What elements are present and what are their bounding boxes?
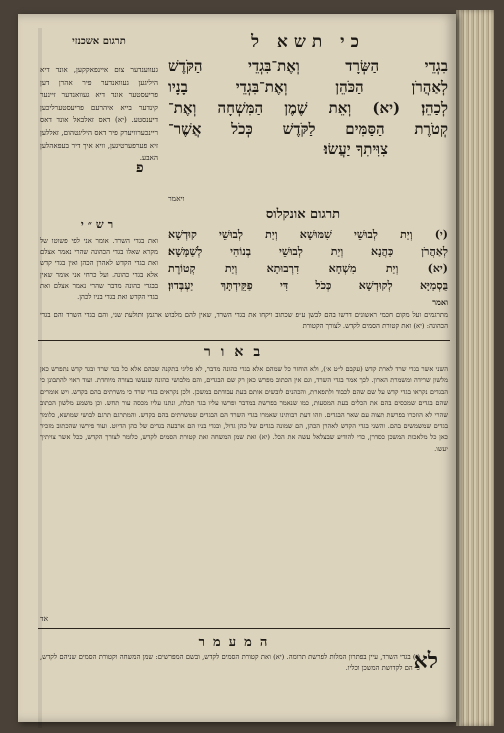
onkelos-catchword: ואמר (432, 297, 448, 307)
biur-text: השני אשר בגדי שרד לארת קדש (עקבם ל״ט א׳), ולא הוחזר כל שמהם אלא בגדי כהונה מדבר, לא פליגי בתקנה שבהם אלא כל בגד שרד ובגד קדש נתפרש כאן מלשון שרידה ומשמרת הארון. לכך אמר בגדי השרד, וגם אין הכתוב מפרש כאן רק שם הבגדים, והם מלבושי כהונה שנעשו בצורה מיוחדת. ועוד ראוי להתבונן כי הבגדים נקראו בגדי קדש על שם שהם לכבוד ולתפארת, והכהנים לובשים אותם בעת עבודתם במשכן. ולכן נקראים בגדי שרד כי משרתים בהם בקדש. ויש אומרים שהם בגדים שמכסים בהם את הכלים בעת המסעות, כמו שנאמר בפרשת במדבר ופרשו עליו בגד תכלת, ונתנו עליו מכסה עור תחש. וכן משמע מלשון הכתוב שהרי לא הוזכרו בפרשת תצוה עם שאר הבגדים. וזהו דעת רבותינו שאמרו בגדי השרד הם הבגדים שמשרתים בהם בקדש. והמתרגם תרגם לבושי שמושא, כלומר בגדים שמשמשים בהם. והשני בגדי הקדש לאהרן הכהן, הם שמונה בגדים של כהן גדול, ובגדי בניו הם ארבעה בגדים של כהן הדיוט. ועוד פירשו שהכתוב מזכיר כאן כל מלאכות המשכן כסדרן, כדי להודיע שבצלאל עשה את הכל. (יא) ואת שמן המשחה ואת קטורת הסמים לקדש, כלומר לצורך הקדש, ככל אשר צויתיך יעשו. (40, 365, 448, 453)
onkelos-line: לְאַהֲרֹן כַּהֲנָא וְיַת לְבוּשֵׁי בְנוֹהִי לְשַׁמָּשָׁא׃ (168, 245, 448, 258)
divider (38, 340, 450, 341)
onkelos-line: (יא) וְיַת מִשְׁחָא דִרְבוּתָא וְיַת קְטוֹרֶת (168, 262, 448, 275)
verse-line: קְטֹרֶת הַסַּמִּים לַקֹּדֶשׁ כְּכֹל אֲשֶׁר־ (168, 120, 448, 138)
footnote-title: המעמר (198, 635, 276, 650)
verse-line: בִגְדֵי הַשְּׂרָד וְאֶת־בִּגְדֵי הַקֹּדֶשׁ (168, 57, 448, 75)
verse-column (168, 32, 448, 159)
rashi-title: רש״י (80, 218, 118, 231)
divider (38, 628, 450, 629)
footnote-initial: לא (413, 648, 438, 674)
catchword-top: ויאמר (168, 194, 185, 203)
verse-line: לְאַהֲרֹן הַכֹּהֵן וְאֶת־בִּגְדֵי בָנָיו (168, 78, 448, 96)
german-translation-text: געווענדער צום איינפאקקען, אונד דיא היליגען געוואנדער פיר אהרן דען פריעסטער אונד דיא געוואנדער זיינער קינדער בייא איהרעם פריעסטערליכען דיענסטע. (יא) דאס זאלבאל אונד דאס ריינכערוויערק פיר דאס היליגטהום, זאללען זיא פערפערטיגען, וויא איך דיר בעפאהלען האבע. (40, 65, 158, 163)
book-page (18, 14, 456, 722)
verse-line: צִוִּיתִךָ יַעֲשׂוּ׃ (323, 140, 388, 158)
rashi-continuation: מתרגמים ועל מקום חכמי ראשונים דרשו בהם לבשן ע״פ שכתוב ויקחו את בגדי השרד, שאין להם מלבוש ארגמן ותולעת שני, והם בגדי השרד והם בגדי הכהונה: (יא) ואת קטורת הסמים לקדש. לצורך הקטורת (40, 311, 448, 330)
german-translation-header: תרגום אשכנזי (72, 36, 126, 47)
catchword-bottom: אד (40, 614, 49, 623)
onkelos-title: תרגום אונקלוס (265, 207, 341, 222)
page-title: כי תשא ל (251, 32, 365, 52)
parasha-marker: פ (136, 160, 144, 176)
page-edges (456, 10, 494, 726)
onkelos-line: (י) וְיַת לְבוּשֵׁי שִׁמּוּשָׁא וְיַת לְבוּשֵׁי קוּדְשָׁא (168, 228, 448, 241)
footnote-text: (י) בגדי השרד, עיין בפתרון המלות לפרשת תרומה. (יא) ואת קטורת הסמים לקדש, ובשם המפרשים: שמן המשחה וקטורת הסמים שניהם לקדש, כי הם לקדושת המשכן וכליו. (40, 653, 420, 672)
rashi-text: ואת בגדי השרד. אומר אני לפי פשוטו של מקרא שאלו בגדי הכהונה שהרי נאמר אצלם ואת בגדי הקדש לאהרן הכהן ואין בגדי קדש אלא בגדי כהונה. ועל כרחי אני אומר שאין בבגדי כהונה מדבר שהרי נאמר אצלם ואת בגדי הקדש ואת בגדי בניו לכהן. (40, 237, 158, 302)
onkelos-text (168, 226, 448, 311)
verse-line: לְכַהֵן׃ (יא) וְאֵת שֶׁמֶן הַמִּשְׁחָה וְאֶת־ (168, 99, 448, 117)
biur-title: באור (203, 344, 271, 360)
onkelos-line: בֻּסְמַיָּא לְקוּדְשָׁא כְּכֹל דִּי פַקֵּידְתָּךְ יַעְבְּדוּן׃ (168, 279, 448, 292)
